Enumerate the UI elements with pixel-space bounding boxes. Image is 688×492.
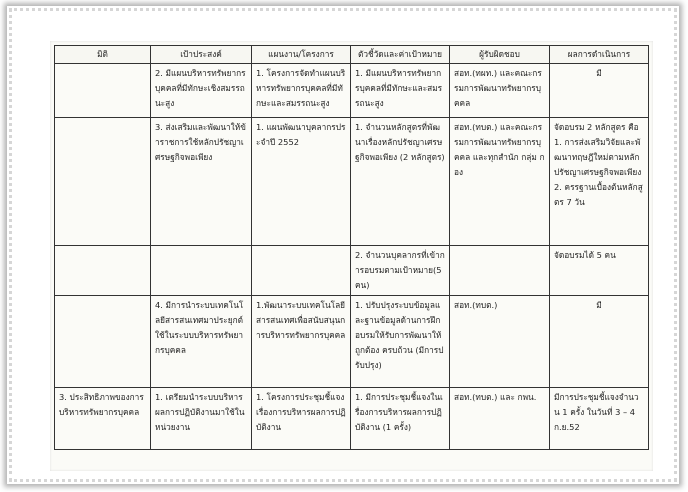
header-result: ผลการดำเนินการ (550, 46, 649, 64)
header-goal: เป้าประสงค์ (151, 46, 252, 64)
table-row (55, 118, 649, 246)
cell-owner: สอท.(ทผท.) และคณะกรรมการพัฒนาทรัพยากรบุคคล (450, 64, 550, 118)
cell-plan: 1.พัฒนาระบบเทคโนโลยีสารสนเทศเพื่อสนับสนุนการบริหารทรัพยากรบุคคล (252, 296, 351, 388)
cell-dimension (55, 246, 151, 296)
table-header-row (55, 46, 649, 64)
cell-kpi: 1. ปรับปรุงระบบข้อมูลและฐานข้อมูลด้านการฝึกอบรมให้รับการพัฒนาให้ถูกต้อง ครบถ้วน (มีการปรับปรุง) (351, 296, 450, 388)
table-row (55, 296, 649, 388)
header-plan: แผนงาน/โครงการ (252, 46, 351, 64)
cell-plan (252, 246, 351, 296)
header-kpi: ตัวชี้วัดและค่าเป้าหมาย (351, 46, 450, 64)
cell-dimension (55, 296, 151, 388)
cell-plan: 1. โครงการประชุมชี้แจงเรื่องการบริหารผลการปฏิบัติงาน (252, 388, 351, 450)
cell-plan: 1. โครงการจัดทำแผนบริหารทรัพยากรบุคคลที่มีทักษะและสมรรถนะสูง (252, 64, 351, 118)
cell-goal (151, 246, 252, 296)
header-owner: ผู้รับผิดชอบ (450, 46, 550, 64)
cell-result: มีการประชุมชี้แจงจำนวน 1 ครั้ง ในวันที่ 3 – 4 ก.ย.52 (550, 388, 649, 450)
cell-plan: 1. แผนพัฒนาบุคลากรประจำปี 2552 (252, 118, 351, 246)
cell-result: มี (550, 296, 649, 388)
cell-dimension (55, 64, 151, 118)
cell-kpi: 1. มีการประชุมชี้แจงในเรื่องการบริหารผลการปฏิบัติงาน (1 ครั้ง) (351, 388, 450, 450)
cell-dimension: 3. ประสิทธิภาพของการบริหารทรัพยากรบุคคล (55, 388, 151, 450)
cell-kpi: 1. มีแผนบริหารทรัพยากรบุคคลที่มีทักษะและสมรรถนะสูง (351, 64, 450, 118)
table-row (55, 64, 649, 118)
document-page (50, 41, 653, 471)
table-row (55, 246, 649, 296)
cell-kpi: 2. จำนวนบุคลากรที่เข้าการอบรมตามเป้าหมาย(5 คน) (351, 246, 450, 296)
strategy-table (54, 45, 649, 450)
header-dimension: มิติ (55, 46, 151, 64)
cell-kpi: 1. จำนวนหลักสูตรที่พัฒนาเรื่องหลักปรัชญาเศรษฐกิจพอเพียง (2 หลักสูตร) (351, 118, 450, 246)
table-row (55, 388, 649, 450)
cell-goal: 1. เตรียมนำระบบบริหารผลการปฏิบัติงานมาใช้ในหน่วยงาน (151, 388, 252, 450)
cell-result: จัดอบรมได้ 5 คน (550, 246, 649, 296)
cell-goal: 4. มีการนำระบบเทคโนโลยีสารสนเทศมาประยุกต์ใช้ในระบบบริหารทรัพยากรบุคคล (151, 296, 252, 388)
cell-result: จัดอบรม 2 หลักสูตร คือ 1. การส่งเสริมวิจัยและพัฒนาทฤษฎีใหม่ตามหลักปรัชญาเศรษฐกิจพอเพียง 2. ครรฐานเบื้องต้นหลักสูตร 7 วัน (550, 118, 649, 246)
cell-goal: 2. มีแผนบริหารทรัพยากรบุคคลที่มีทักษะเชิงสมรรถนะสูง (151, 64, 252, 118)
cell-owner: สอท.(ทบต.) และคณะกรรมการพัฒนาทรัพยากรบุคคล และทุกสำนัก กลุ่ม กอง (450, 118, 550, 246)
cell-owner: สอท.(ทบต.) และ กพน. (450, 388, 550, 450)
cell-owner (450, 246, 550, 296)
cell-goal: 3. ส่งเสริมและพัฒนาให้ข้าราชการใช้หลักปรัชญาเศรษฐกิจพอเพียง (151, 118, 252, 246)
cell-owner: สอท.(ทบต.) (450, 296, 550, 388)
cell-result: มี (550, 64, 649, 118)
photo-frame (7, 6, 679, 484)
cell-dimension (55, 118, 151, 246)
